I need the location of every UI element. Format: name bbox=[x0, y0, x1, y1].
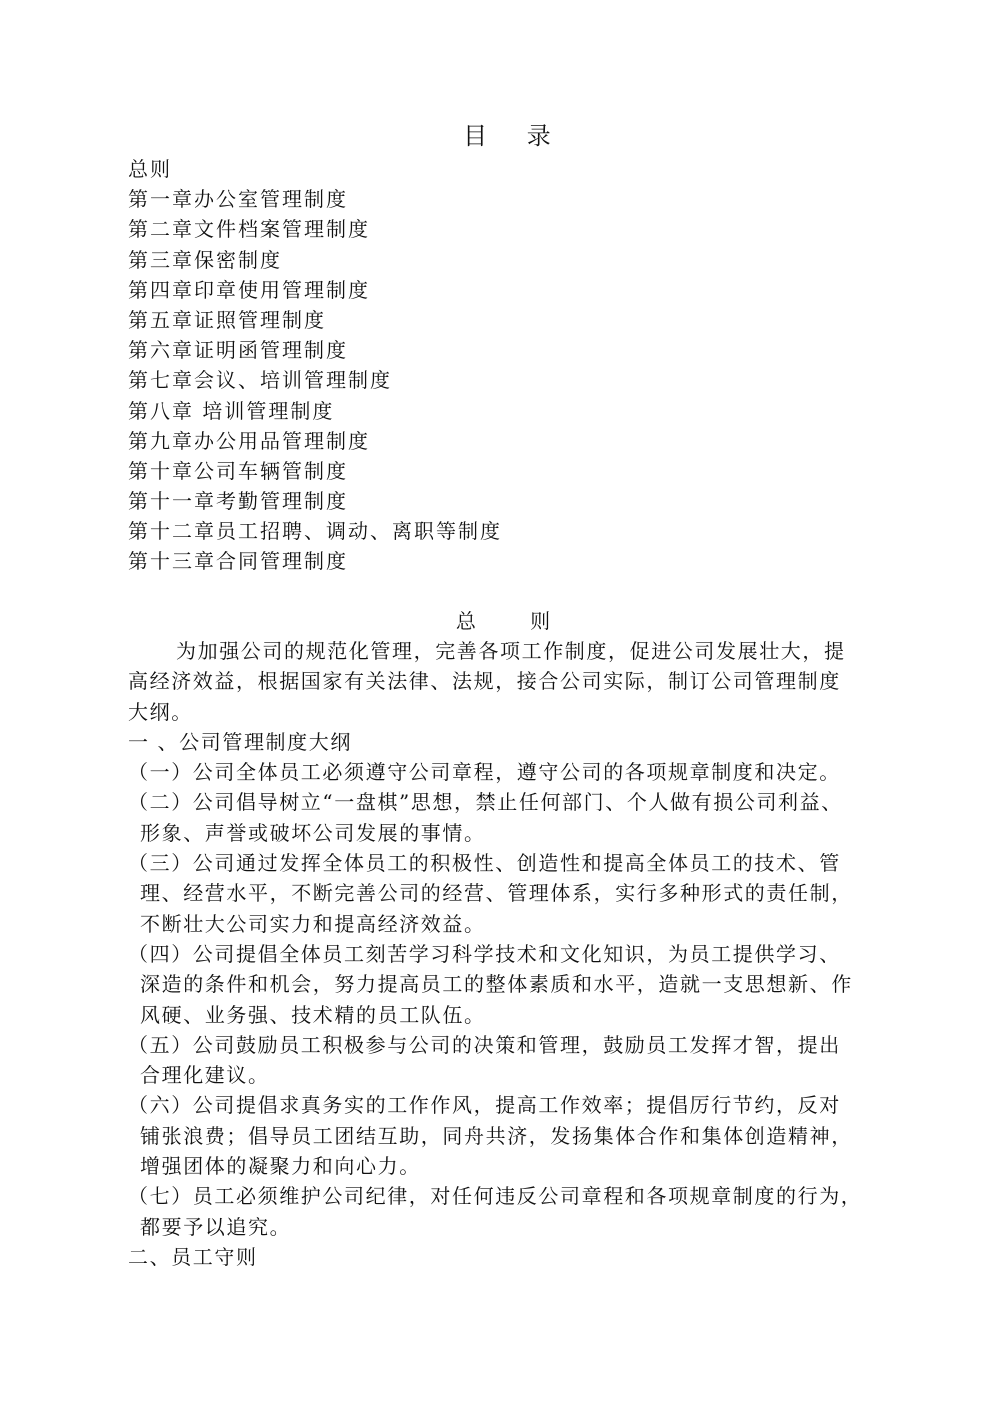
toc-item: 第十二章员工招聘、调动、离职等制度 bbox=[128, 519, 502, 544]
toc-title: 目 录 bbox=[463, 122, 567, 150]
clause-line: 铺张浪费；倡导员工团结互助，同舟共济，发扬集体合作和集体创造精神， bbox=[140, 1123, 853, 1148]
clause-line: （二）公司倡导树立“一盘棋”思想，禁止任何部门、个人做有损公司利益、 bbox=[128, 790, 843, 815]
toc-item: 第十三章合同管理制度 bbox=[128, 549, 348, 574]
intro-line: 高经济效益，根据国家有关法律、法规，接合公司实际，制订公司管理制度 bbox=[128, 669, 841, 694]
clause-line: （五）公司鼓励员工积极参与公司的决策和管理，鼓励员工发挥才智，提出 bbox=[128, 1032, 841, 1057]
toc-item: 第十一章考勤管理制度 bbox=[128, 489, 348, 514]
clause-line: 不断壮大公司实力和提高经济效益。 bbox=[140, 911, 486, 936]
toc-item: 总则 bbox=[128, 157, 172, 181]
clause-line: （一）公司全体员工必须遵守公司章程，遵守公司的各项规章制度和决定。 bbox=[128, 760, 841, 785]
toc-item: 第三章保密制度 bbox=[128, 247, 282, 272]
clause-line: 理、经营水平，不断完善公司的经营、管理体系，实行多种形式的责任制， bbox=[140, 881, 853, 906]
clause-line: （三）公司通过发挥全体员工的积极性、创造性和提高全体员工的技术、管 bbox=[128, 851, 841, 876]
section-heading: 二、员工守则 bbox=[128, 1244, 258, 1269]
clause-line: 合理化建议。 bbox=[140, 1063, 270, 1088]
clause-line: （七）员工必须维护公司纪律，对任何违反公司章程和各项规章制度的行为， bbox=[128, 1184, 863, 1209]
intro-line: 为加强公司的规范化管理，完善各项工作制度，促进公司发展壮大，提 bbox=[176, 639, 846, 663]
general-provisions-title: 总 则 bbox=[455, 609, 575, 633]
toc-item: 第七章会议、培训管理制度 bbox=[128, 368, 392, 393]
table-of-contents bbox=[128, 154, 888, 577]
clause-line: 风硬、业务强、技术精的员工队伍。 bbox=[140, 1002, 486, 1027]
toc-item: 第五章证照管理制度 bbox=[128, 307, 326, 332]
clause-line: 深造的条件和机会，努力提高员工的整体素质和水平，造就一支思想新、作 bbox=[140, 972, 853, 997]
clause-line: 都要予以追究。 bbox=[140, 1214, 292, 1239]
general-provisions-body bbox=[128, 636, 904, 1272]
toc-item: 第一章办公室管理制度 bbox=[128, 187, 348, 212]
toc-item: 第四章印章使用管理制度 bbox=[128, 277, 370, 302]
clause-line: （四）公司提倡全体员工刻苦学习科学技术和文化知识，为员工提供学习、 bbox=[128, 941, 841, 966]
clause-line: 增强团体的凝聚力和向心力。 bbox=[140, 1154, 421, 1179]
clause-line: （六）公司提倡求真务实的工作作风，提高工作效率；提倡厉行节约，反对 bbox=[128, 1093, 841, 1118]
toc-item: 第九章办公用品管理制度 bbox=[128, 428, 370, 453]
clause-line: 形象、声誉或破坏公司发展的事情。 bbox=[140, 820, 486, 845]
intro-line: 大纲。 bbox=[128, 699, 193, 724]
toc-item: 第二章文件档案管理制度 bbox=[128, 217, 370, 242]
toc-item: 第十章公司车辆管制度 bbox=[128, 458, 348, 483]
toc-item: 第八章 培训管理制度 bbox=[128, 398, 335, 423]
toc-item: 第六章证明函管理制度 bbox=[128, 338, 348, 363]
section-heading: 一 、公司管理制度大纲 bbox=[128, 729, 352, 754]
